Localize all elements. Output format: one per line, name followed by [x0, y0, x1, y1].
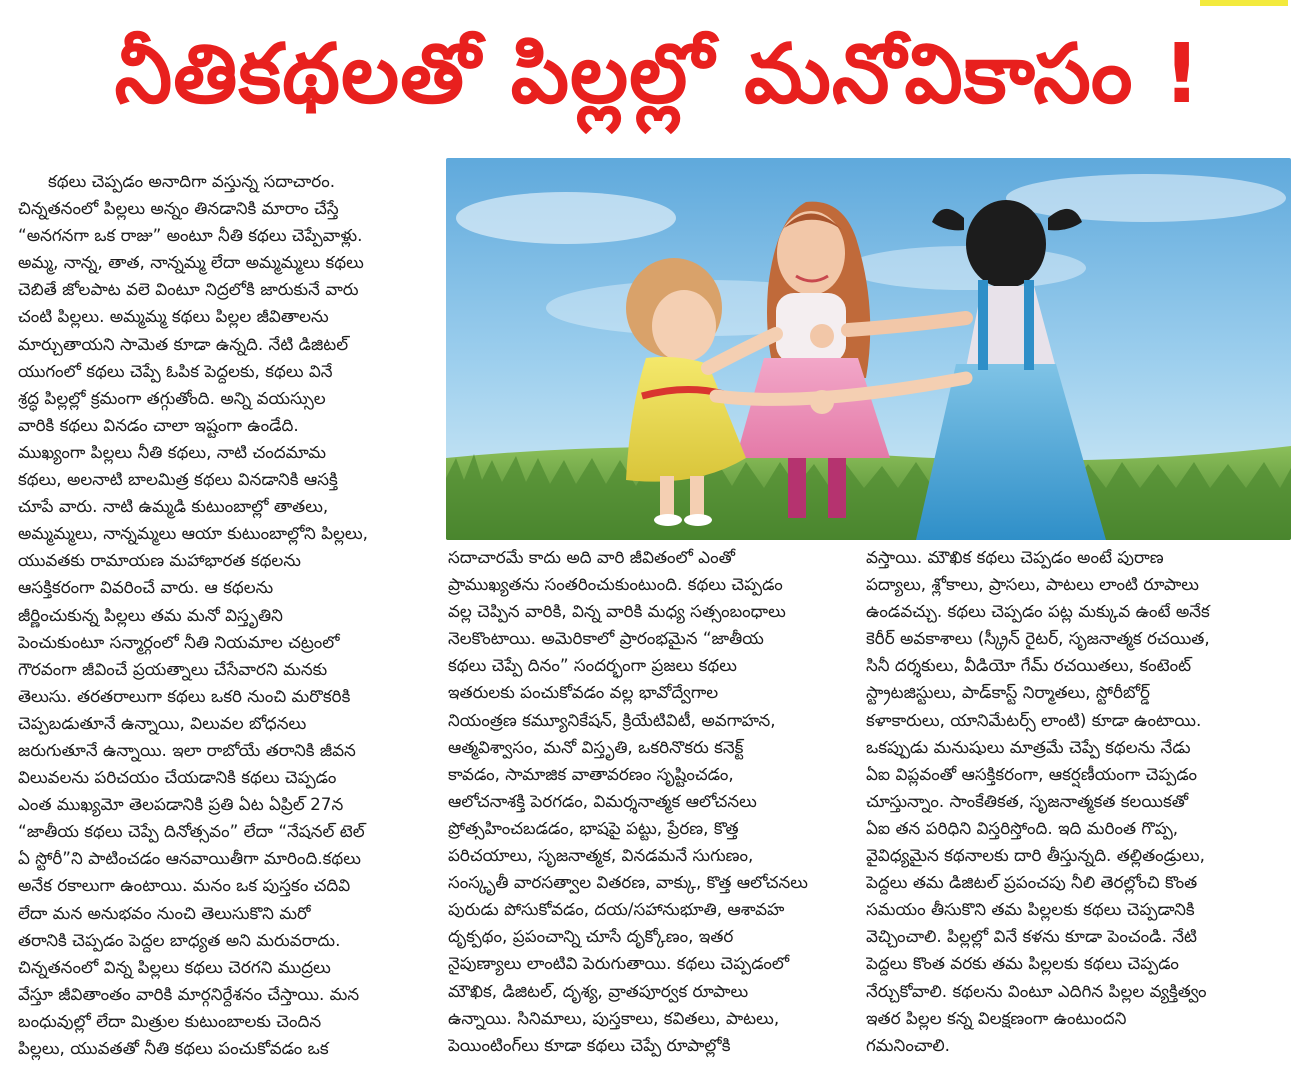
column1-line: కథలు, అలనాటి బాలమిత్ర కథలు వినడానికి ఆసక్తి	[18, 469, 338, 490]
column1-line: వారికి కథలు వినడం చాలా ఇష్టంగా ఉండేది.	[18, 414, 299, 435]
column3-line: పెద్దలు కొంత వరకు తమ పిల్లలకు కథలు చెప్పడం	[866, 953, 1179, 974]
column1-line: చిన్నతనంలో విన్న పిల్లలు కథలు చెరగని ముద్రలు	[18, 956, 331, 977]
column1-line: వేస్తూ జీవితాంతం వారికి మార్గనిర్దేశనం చేస్తాయి. మన	[18, 983, 360, 1004]
column2-line: పరిచయాలు, సృజనాత్మక, వినడమనే సుగుణం,	[448, 845, 754, 866]
column3-line: కెరీర్ అవకాశాలు (స్క్రీన్ రైటర్, సృజనాత్మక రచయిత,	[866, 628, 1210, 649]
column2-line: నెలకొంటాయి. అమెరికాలో ప్రారంభమైన “జాతీయ	[448, 628, 764, 649]
column3-line: సమయం తీసుకొని తమ పిల్లలకు కథలు చెప్పడానికి	[866, 899, 1195, 920]
column1-line: చంటి పిల్లలు. అమ్మమ్మ కథలు పిల్లల జీవితాలను	[18, 306, 329, 327]
column1-line: బంధువుల్లో లేదా మిత్రుల కుటుంబాలకు చెందిన	[18, 1010, 322, 1031]
column1-line: తరానికి చెప్పడం పెద్దల బాధ్యత అని మరువరాదు.	[18, 929, 341, 950]
headline: నీతికథలతో పిల్లల్లో మనోవికాసం !	[114, 27, 1202, 122]
illustration-svg	[446, 158, 1291, 540]
column2-line: ఉన్నాయి. సినిమాలు, పుస్తకాలు, కవితలు, పాటలు,	[448, 1007, 780, 1028]
column2-line: ప్రోత్సహించబడడం, భాషపై పట్టు, ప్రేరణ, కొత్త	[448, 817, 739, 838]
column3-line: ఏఐ విప్లవంతో ఆసక్తికరంగా, ఆకర్షణీయంగా చెప్పడం	[866, 763, 1198, 784]
column1-line: కథలు చెప్పడం అనాదిగా వస్తున్న సదాచారం.	[48, 171, 336, 191]
column3-line: ఇతర పిల్లల కన్న విలక్షణంగా ఉంటుందని	[866, 1007, 1127, 1028]
column1-line: చూపే వారు. నాటి ఉమ్మడి కుటుంబాల్లో తాతలు,	[18, 496, 329, 517]
column1-line: యువతకు రామాయణ మహాభారత కథలను	[18, 550, 301, 571]
column3-line: ఉండవచ్చు. కథలు చెప్పడం పట్ల మక్కువ ఉంటే అనేక	[866, 601, 1210, 622]
column1-line: విలువలను పరిచయం చేయడానికి కథలు చెప్పడం	[18, 767, 337, 788]
column1-line: చిన్నతనంలో పిల్లలు అన్నం తినడానికి మారాం చేస్తే	[18, 198, 339, 219]
column3-line: నేర్చుకోవాలి. కథలను వింటూ ఎదిగిన పిల్లల వ్యక్తిత్వం	[866, 980, 1207, 1001]
column-3	[866, 544, 1298, 1068]
column3-line: పెద్దలు తమ డిజిటల్ ప్రపంచపు నీలి తెరల్లోంచి కొంత	[866, 872, 1198, 893]
column3-line: వస్తాయి. మౌఖిక కథలు చెప్పడం అంటే పురాణ	[866, 547, 1164, 567]
column1-line: యుగంలో కథలు చెప్పే ఓపిక పెద్దలకు, కథలు వినే	[18, 360, 333, 381]
column1-line: చెబితే జోలపాట వలె వింటూ నిద్రలోకి జారుకునే వారు	[18, 279, 359, 300]
column1-line: ముఖ్యంగా పిల్లలు నీతి కథలు, నాటి చందమామ	[18, 441, 326, 462]
column3-line: ఏఐ తన పరిధిని విస్తరిస్తోంది. ఇది మరింత గొప్ప,	[866, 817, 1179, 838]
column1-line: ఆసక్తికరంగా వివరించే వారు. ఆ కథలను	[18, 577, 274, 598]
illustration-girls-dancing	[446, 158, 1291, 540]
column3-line: వెచ్చించాలి. పిల్లల్లో వినే కళను కూడా పెంచండి. నేటి	[866, 926, 1197, 947]
column3-line: గమనించాలి.	[866, 1034, 950, 1055]
column3-line: కళాకారులు, యానిమేటర్స్ లాంటి) కూడా ఉంటాయి.	[866, 709, 1202, 730]
column1-line: అనేక రకాలుగా ఉంటాయి. మనం ఒక పుస్తకం చదివి	[18, 875, 351, 896]
column1-line: జీర్ణించుకున్న పిల్లలు తమ మనో విస్తృతిని	[18, 604, 283, 625]
column1-line: పిల్లలు, యువతతో నీతి కథలు పంచుకోవడం ఒక	[18, 1038, 329, 1058]
column1-line: “జాతీయ కథలు చెప్పే దినోత్సవం” లేదా “నేషనల్ టెల్	[18, 821, 365, 842]
column1-line: చెప్పబడుతూనే ఉన్నాయి, విలువల బోధనలు	[18, 712, 307, 733]
column1-line: మార్చుతాయని సామెత కూడా ఉన్నది. నేటి డిజిటల్	[18, 333, 349, 354]
column2-line: కథలు చెప్పే దినం” సందర్భంగా ప్రజలు కథలు	[448, 655, 737, 676]
column3-line: పద్యాలు, శ్లోకాలు, ప్రాసలు, పాటలు లాంటి రూపాలు	[866, 574, 1199, 595]
column3-line: చూస్తున్నాం. సాంకేతికత, సృజనాత్మకత కలయికతో	[866, 790, 1189, 811]
column3-line: స్ట్రాటజిస్టులు, పాడ్‌కాస్ట్ నిర్మాతలు, స్టోరీబోర్డ్	[866, 682, 1150, 703]
column1-line: ఎంత ముఖ్యమో తెలపడానికి ప్రతి ఏట ఏప్రిల్ 27న	[18, 794, 344, 815]
column2-line: పురుడు పోసుకోవడం, దయ/సహానుభూతి, ఆశావహ	[448, 899, 785, 920]
column2-line: పెయింటింగ్‌లు కూడా కథలు చెప్పే రూపాల్లోకి	[448, 1034, 731, 1055]
column2-line: సదాచారమే కాదు అది వారి జీవితంలో ఎంతో	[448, 547, 735, 567]
column2-line: ఆత్మవిశ్వాసం, మనో విస్తృతి, ఒకరినొకరు కనెక్ట్	[448, 736, 744, 757]
column3-line: సినీ దర్శకులు, వీడియో గేమ్ రచయితలు, కంటెంట్	[866, 655, 1192, 676]
column1-line: జరుగుతూనే ఉన్నాయి. ఇలా రాబోయే తరానికి జీవన	[18, 739, 356, 760]
column2-line: ఆలోచనాశక్తి పెరగడం, విమర్శనాత్మక ఆలోచనలు	[448, 790, 757, 811]
column1-line: ఏ స్టోరీ”ని పాటించడం ఆనవాయితీగా మారింది.కథలు	[18, 848, 361, 869]
column2-line: నైపుణ్యాలు లాంటివి పెరుగుతాయి. కథలు చెప్పడంలో	[448, 953, 790, 974]
column1-line: శ్రద్ధ పిల్లల్లో క్రమంగా తగ్గుతోంది. అన్ని వయస్సుల	[18, 387, 326, 408]
column-1	[18, 168, 430, 1068]
column1-line: లేదా మన అనుభవం నుంచి తెలుసుకొని మరో	[18, 902, 311, 923]
column1-line: అమ్మమ్మలు, నాన్నమ్మలు ఆయా కుటుంబాల్లోని పిల్లలు,	[18, 523, 368, 544]
column2-line: కావడం, సామాజిక వాతావరణం సృష్టించడం,	[448, 763, 734, 784]
column1-line: అమ్మ, నాన్న, తాత, నాన్నమ్మ లేదా అమ్మమ్మలు కథలు	[18, 252, 364, 273]
column1-line: గౌరవంగా జీవించే ప్రయత్నాలు చేసేవారని మనకు	[18, 658, 328, 679]
column1-line: తెలుసు. తరతరాలుగా కథలు ఒకరి నుంచి మరొకరికి	[18, 685, 351, 706]
column-2	[448, 544, 858, 1068]
column2-line: ప్రాముఖ్యతను సంతరించుకుంటుంది. కథలు చెప్పడం	[448, 574, 783, 595]
column3-line: ఒకప్పుడు మనుషులు మాత్రమే చెప్పే కథలను నేడు	[866, 736, 1191, 757]
column1-line: “అనగనగా ఒక రాజు” అంటూ నీతి కథలు చెప్పేవాళ్లు.	[18, 225, 363, 246]
column2-line: నియంత్రణ కమ్యూనికేషన్, క్రియేటివిటీ, అవగాహన,	[448, 709, 776, 730]
column3-line: వైవిధ్యమైన కథనాలకు దారి తీస్తున్నది. తల్లితండ్రులు,	[866, 845, 1205, 866]
column2-line: దృక్పథం, ప్రపంచాన్ని చూసే దృక్కోణం, ఇతర	[448, 926, 734, 947]
column1-line: పెంచుకుంటూ సన్మార్గంలో నీతి నియమాల చట్రంలో	[18, 631, 340, 652]
column2-line: మౌఖిక, డిజిటల్, దృశ్య, వ్రాతపూర్వక రూపాలు	[448, 980, 749, 1001]
column2-line: సంస్కృతీ వారసత్వాల వితరణ, వాక్కు, కొత్త ఆలోచనలు	[448, 872, 808, 893]
column2-line: ఇతరులకు పంచుకోవడం వల్ల భావోద్వేగాల	[448, 682, 719, 703]
column2-line: వల్ల చెప్పిన వారికి, విన్న వారికి మధ్య సత్సంబంధాలు	[448, 601, 786, 622]
